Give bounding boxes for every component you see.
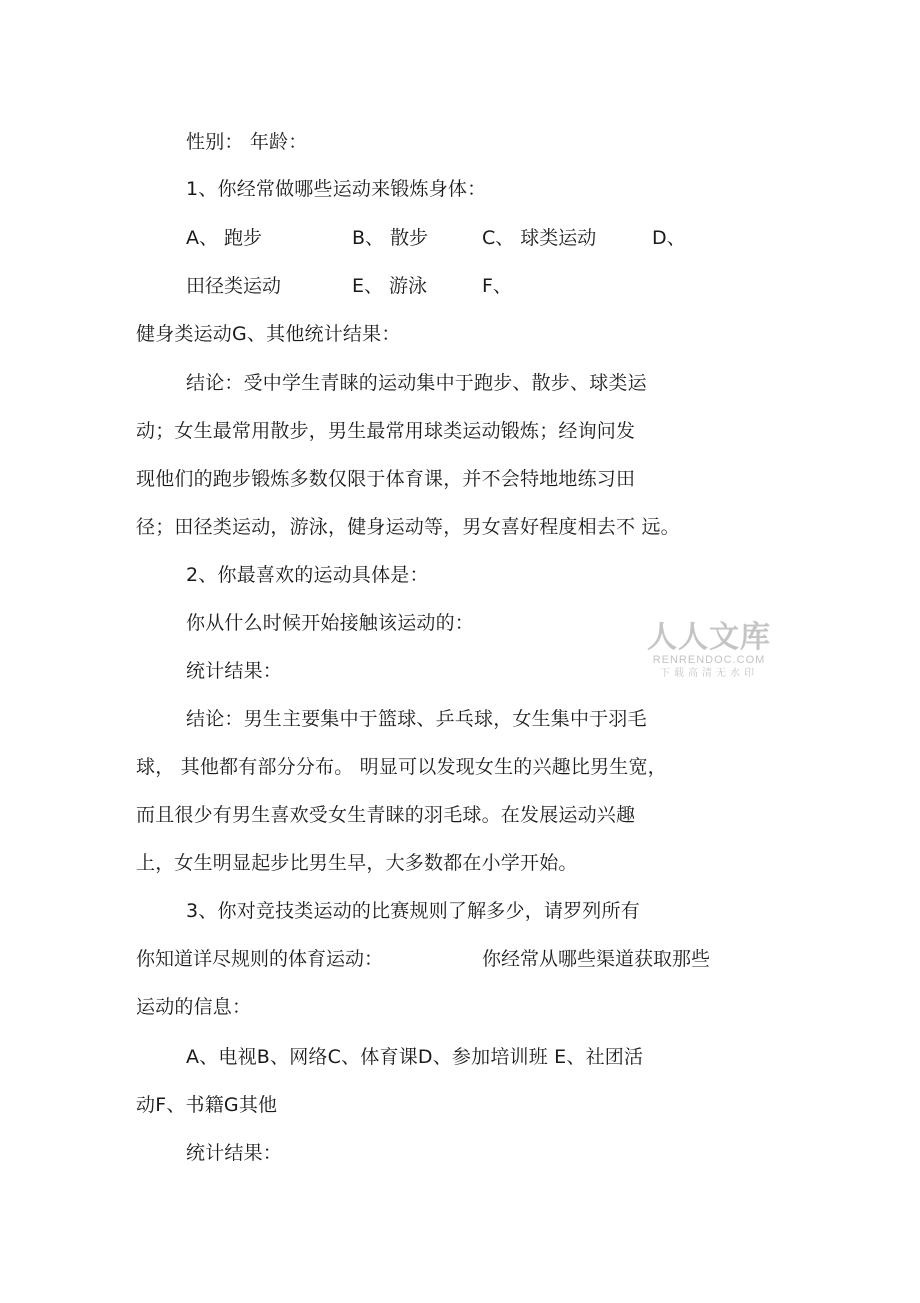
gender-age-line: 性别： 年龄： — [186, 131, 308, 153]
q1-option-e: E、 游泳 — [352, 275, 428, 297]
q2-conclusion-line-4: 上，女生明显起步比男生早，大多数都在小学开始。 — [136, 852, 578, 874]
q2-conclusion-line-1: 结论：男生主要集中于篮球、乒乓球，女生集中于羽毛 — [186, 708, 647, 730]
question-1: 1、你经常做哪些运动来锻炼身体： — [186, 178, 487, 200]
q2-conclusion-line-2: 球， 其他都有部分分布。 明显可以发现女生的兴趣比男生宽， — [136, 756, 667, 778]
watermark-title: 人人文库 — [647, 620, 771, 655]
q1-option-b: B、 散步 — [352, 227, 429, 249]
watermark-url: RENRENDOC.COM — [652, 654, 766, 666]
q3-line-2-left: 你知道详尽规则的体育运动： — [136, 948, 384, 970]
q3-options-line-1: A、电视B、网络C、体育课D、参加培训班 E、社团活 — [186, 1046, 644, 1068]
q1-option-f: F、 — [482, 275, 512, 297]
watermark-tagline: 下载高清无水印 — [660, 668, 758, 679]
q3-line-2-right: 你经常从哪些渠道获取那些 — [482, 948, 711, 970]
q1-option-c: C、 球类运动 — [482, 227, 597, 249]
q2-conclusion-line-3: 而且很少有男生喜欢受女生青睐的羽毛球。在发展运动兴趣 — [136, 804, 636, 826]
q1-conclusion-line-1: 结论：受中学生青睐的运动集中于跑步、散步、球类运 — [186, 372, 647, 394]
q3-stats-label: 统计结果： — [186, 1142, 283, 1164]
q1-option-a: A、 跑步 — [186, 227, 263, 249]
question-3-line-2 — [0, 947, 920, 971]
q1-conclusion-line-4: 径；田径类运动，游泳，健身运动等，男女喜好程度相去不 远。 — [136, 516, 680, 538]
q2-stats-label: 统计结果： — [186, 660, 283, 682]
q1-conclusion-line-2: 动；女生最常用散步，男生最常用球类运动锻炼；经询问发 — [136, 420, 636, 442]
q1-continuation: 健身类运动G、其他统计结果： — [136, 323, 401, 345]
q3-options-line-2: 动F、书籍G其他 — [136, 1094, 278, 1116]
question-3-line-3: 运动的信息： — [136, 996, 252, 1018]
q2-sub-question: 你从什么时候开始接触该运动的： — [186, 612, 475, 634]
question-3-line-1: 3、你对竞技类运动的比赛规则了解多少，请罗列所有 — [186, 900, 640, 922]
question-2: 2、你最喜欢的运动具体是： — [186, 564, 429, 586]
q1-option-d: D、 — [652, 227, 686, 249]
renrendoc-watermark — [646, 622, 772, 684]
q1-options-row-1 — [0, 226, 920, 250]
q1-option-d-text: 田径类运动 — [186, 275, 282, 297]
q1-options-row-2 — [0, 274, 920, 298]
q1-conclusion-line-3: 现他们的跑步锻炼多数仅限于体育课，并不会特地地练习田 — [136, 468, 636, 490]
